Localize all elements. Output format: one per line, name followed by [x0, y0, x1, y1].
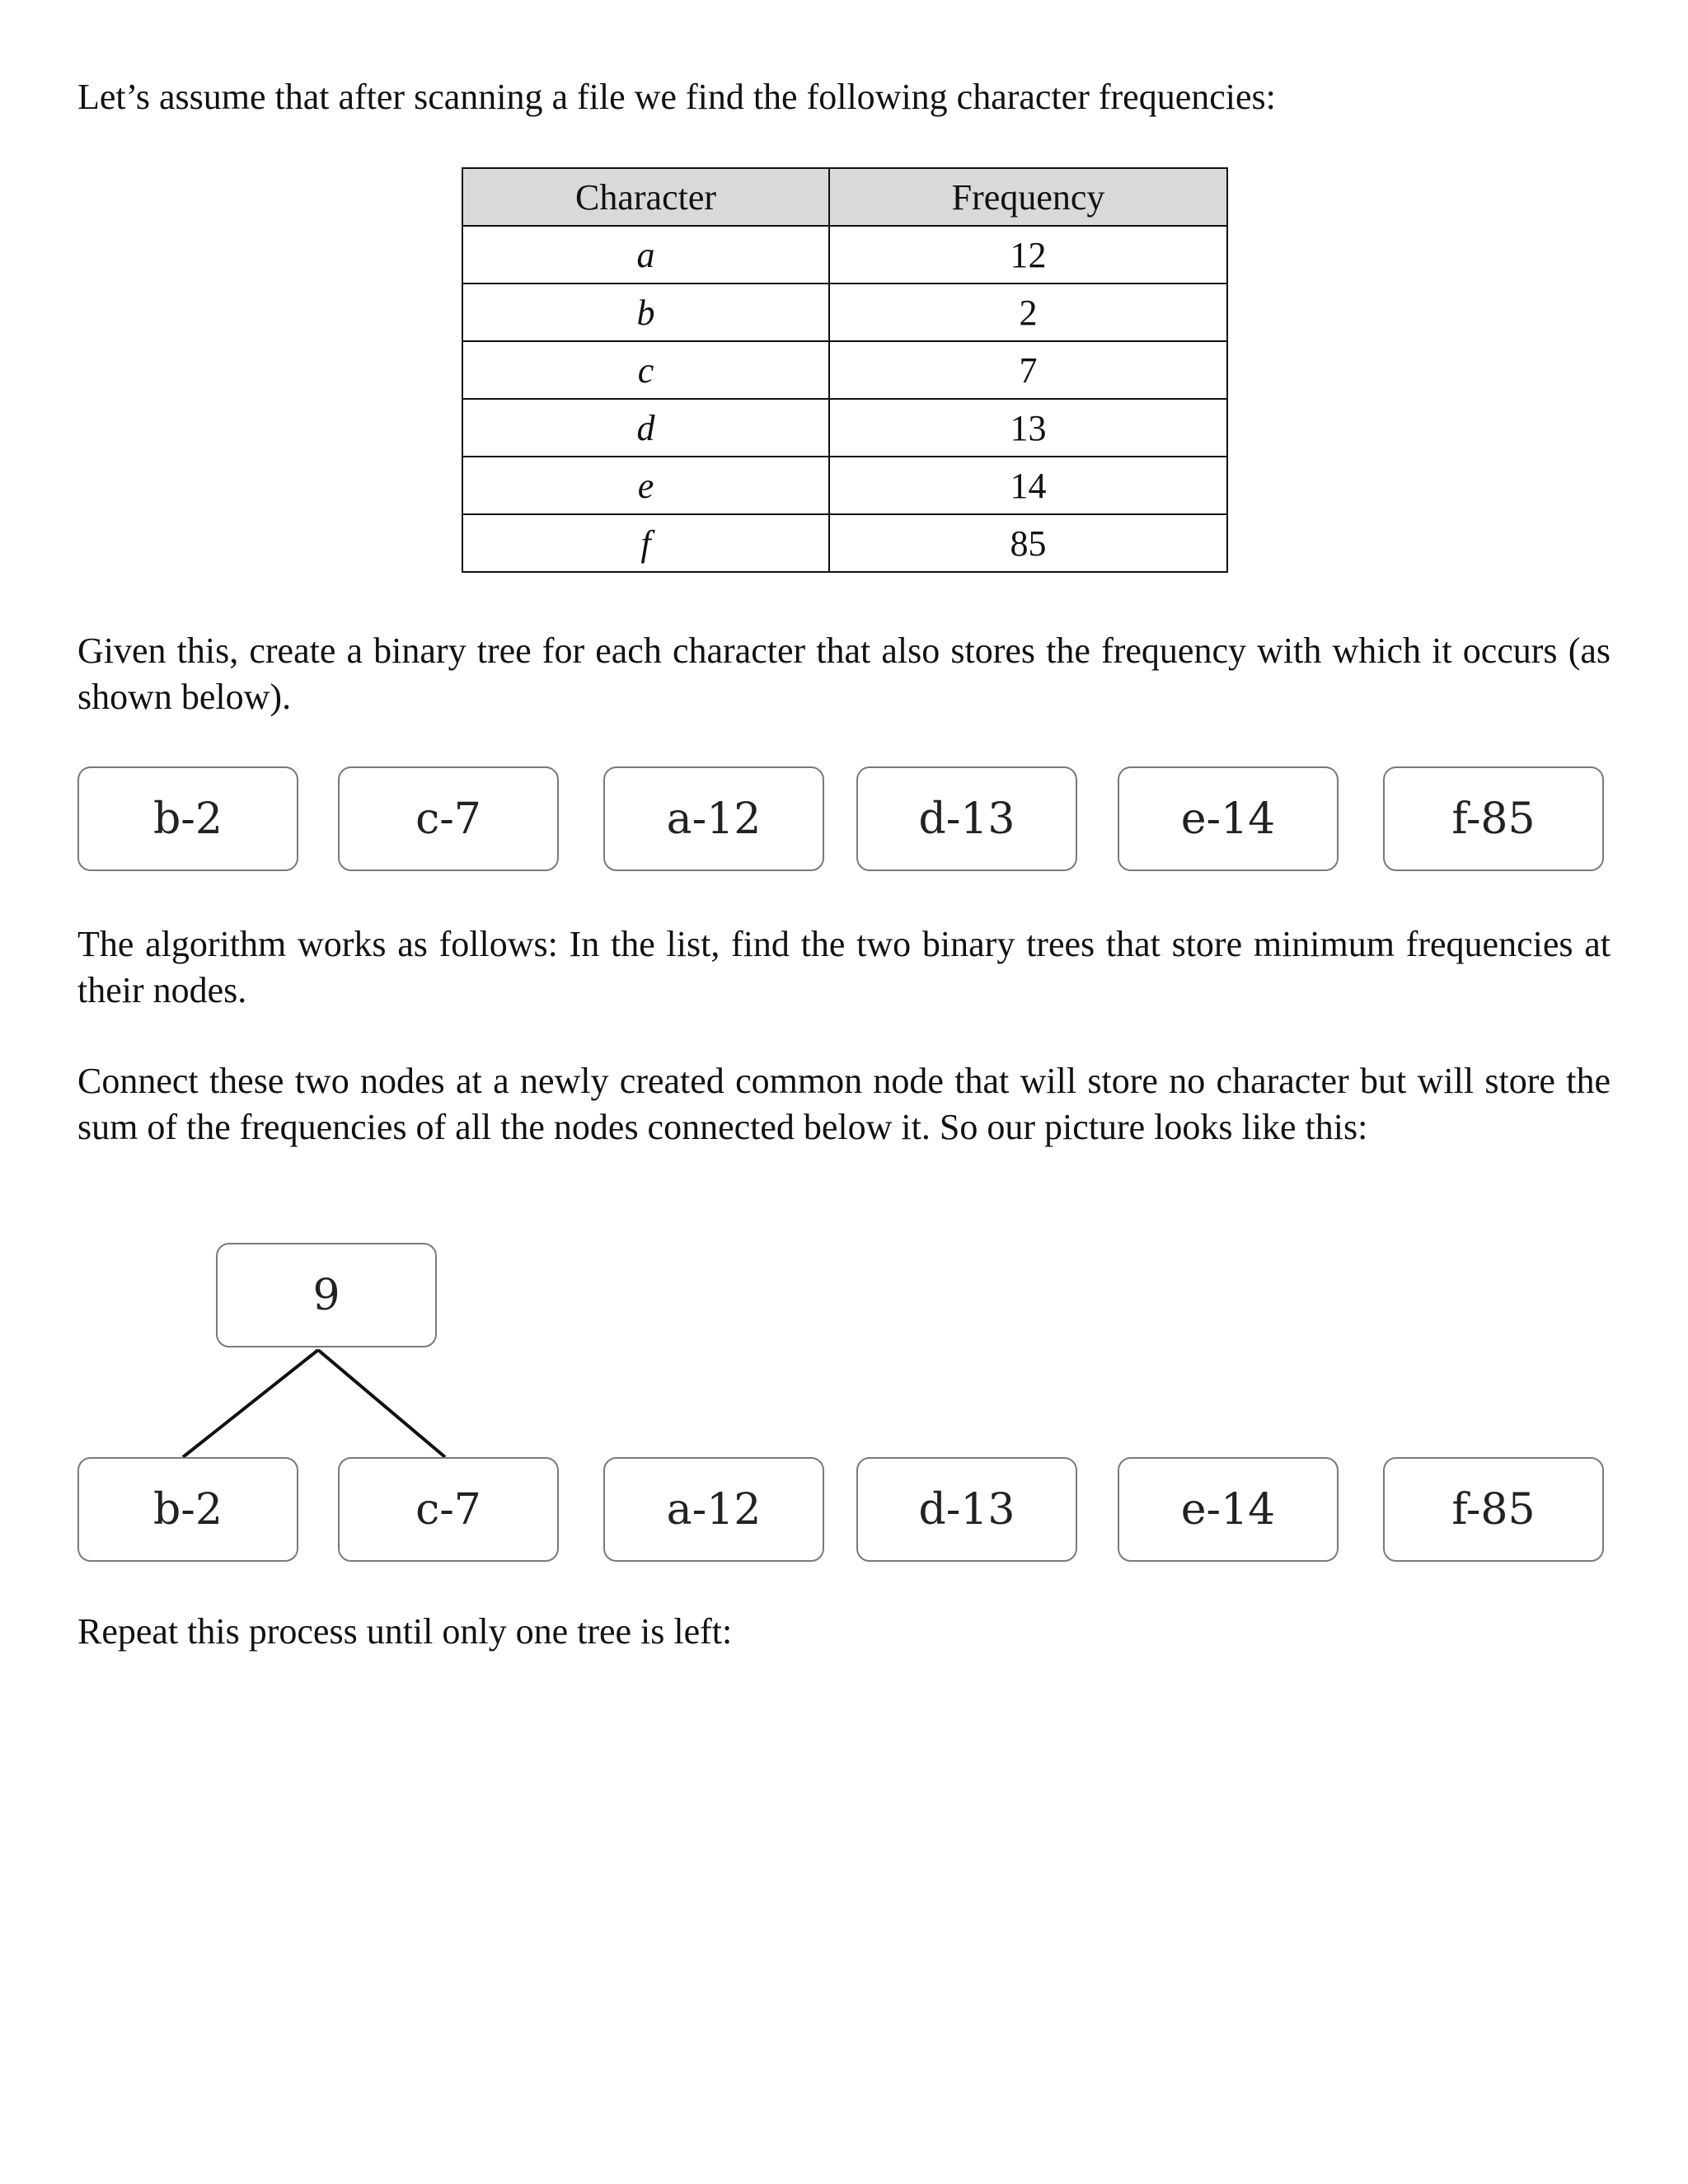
character-cell: e: [462, 457, 829, 514]
table-row: [462, 284, 1227, 341]
connect-paragraph: Connect these two nodes at a newly created common node that will store no character but will store the sum of the frequencies of all the nodes connected below it. So our picture looks like this:: [77, 1061, 1611, 1147]
table-row: [462, 457, 1227, 514]
character-cell: d: [462, 399, 829, 457]
table-header-row: [462, 168, 1227, 226]
character-column-header: Character: [462, 168, 829, 226]
frequency-cell: 14: [829, 457, 1227, 514]
tree-node-b: b-2: [77, 766, 298, 871]
frequency-cell: 12: [829, 226, 1227, 284]
tree-node-c: c-7: [338, 766, 559, 871]
algorithm-paragraph: The algorithm works as follows: In the list, find the two binary trees that store minimum frequencies at their nodes.: [77, 924, 1611, 1010]
character-cell: b: [462, 284, 829, 341]
tree-node-f: f-85: [1383, 1457, 1604, 1562]
given-paragraph: Given this, create a binary tree for each character that also stores the frequency with which it occurs (as shown below).: [77, 630, 1611, 717]
frequency-column-header: Frequency: [829, 168, 1227, 226]
tree-node-c: c-7: [338, 1457, 559, 1562]
frequency-table: [462, 167, 1228, 573]
tree-node-e: e-14: [1118, 1457, 1339, 1562]
frequency-cell: 2: [829, 284, 1227, 341]
tree-node-e: e-14: [1118, 766, 1339, 871]
intro-paragraph: Let’s assume that after scanning a file we find the following character frequencies:: [77, 77, 1276, 117]
frequency-cell: 85: [829, 514, 1227, 572]
table-row: [462, 514, 1227, 572]
tree-node-d: d-13: [856, 766, 1077, 871]
edge-to-c: [318, 1350, 445, 1457]
edge-to-b: [183, 1350, 318, 1457]
table-row: [462, 226, 1227, 284]
frequency-cell: 7: [829, 341, 1227, 399]
character-cell: c: [462, 341, 829, 399]
tree-node-d: d-13: [856, 1457, 1077, 1562]
character-cell: a: [462, 226, 829, 284]
tree-node-b: b-2: [77, 1457, 298, 1562]
repeat-paragraph: Repeat this process until only one tree is left:: [77, 1611, 733, 1652]
character-cell: f: [462, 514, 829, 572]
tree-node-a: a-12: [603, 766, 824, 871]
table-row: [462, 399, 1227, 457]
table-row: [462, 341, 1227, 399]
parent-node-9: 9: [216, 1243, 437, 1347]
frequency-cell: 13: [829, 399, 1227, 457]
tree-node-a: a-12: [603, 1457, 824, 1562]
tree-node-f: f-85: [1383, 766, 1604, 871]
